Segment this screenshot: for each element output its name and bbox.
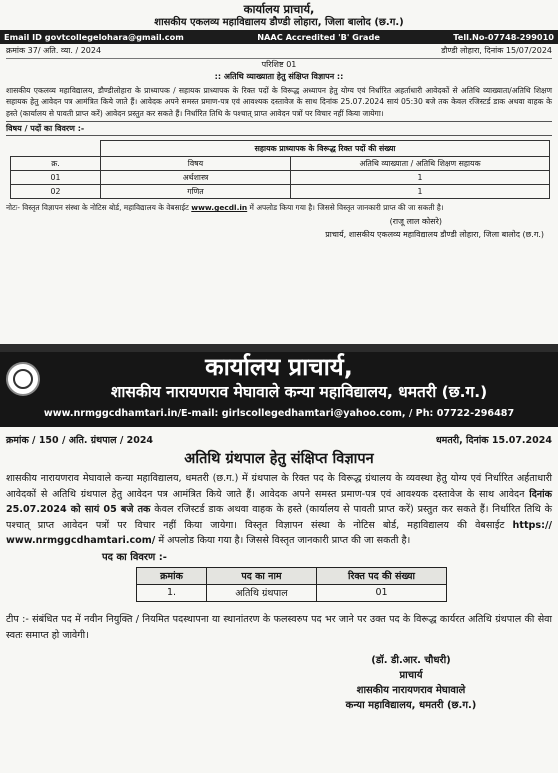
- notice2-body-part2: केवल रजिस्टर्ड डाक अथवा वाहक के हस्ते (कार्यालय से पावती प्राप्त करें) प्रस्तुत कर सकते हैं। निर्धारित तिथि के पश्चात् प्राप्त आवेदन पत्रों पर विचार नहीं किया जायेगा। विस्तृत विज्ञापन संस्था के नोटिस बोर्ड, महाविद्यालय की वेबसाईट: [6, 504, 552, 531]
- notice1-body: शासकीय एकलव्य महाविद्यालय, डौण्डीलोहारा के प्राध्यापक / सहायक प्राध्यापक के रिक्त पदों के विरूद्ध अध्यापन हेतु योग्य एवं निर्धारित अहर्ताधारी आवेदकों से अतिथि व्याख्याता/अतिथि शिक्षण सहायक हेतु आवेदन पत्र आमंत्रित किये जाते हैं। आवेदक अपने समस्त प्रमाण-पत्र एवं आवश्यक दस्तावेज के साथ दिनांक 25.07.2024 सायं 05:30 बजे तक केवल रजिस्टर्ड डाक अथवा वाहक के हस्ते (कार्यालय से पावती प्राप्त करें) आवेदन प्रस्तुत कर सकते हैं। निर्धारित तिथि के पश्चात् प्राप्त आवेदन पत्रों पर विचार नहीं किया जायेगा।: [6, 86, 552, 118]
- notice1-note-text: नोटः- विस्तृत विज्ञापन संस्था के नोटिस बोर्ड, महाविद्यालय के वेबसाईट: [6, 203, 189, 213]
- table-cell: 02: [11, 185, 101, 199]
- table-row: [11, 185, 550, 199]
- notice2-deadline: दिनांक 25.07.2024 को सायं 05 बजे तक: [6, 488, 552, 516]
- notice1-phone: Tell.No-07748-299010: [453, 32, 554, 42]
- table-cell: अतिथि ग्रंथपाल: [207, 584, 317, 601]
- notice2-office-name: शासकीय नारायणराव मेघावाले कन्या महाविद्यालय, धमतरी (छ.ग.): [110, 383, 488, 401]
- notice1-vacancy-table: [10, 140, 550, 199]
- notice2-reference-line: [6, 433, 552, 449]
- notice1-subject-label: विषय / पदों का विवरण :-: [6, 121, 552, 136]
- table-cell: अर्थशास्त्र: [101, 171, 291, 185]
- notice1-heading: :: अतिथि व्याख्याता हेतु संक्षिप्त विज्ञापन ::: [214, 72, 344, 81]
- table-header: अतिथि व्याख्याता / अतिथि शिक्षण सहायक: [291, 157, 550, 171]
- notice2-ref-no: क्रमांक / 150 / अति. ग्रंथपाल / 2024: [6, 435, 154, 446]
- notice1-signatory-title: प्राचार्य, शासकीय एकलव्य महाविद्यालय डौण्डी लोहारा, जिला बालोद (छ.ग.): [325, 230, 544, 240]
- notice1-signatory-name: (राजू लाल कोसरे): [389, 217, 442, 227]
- notice1-naac: NAAC Accredited 'B' Grade: [257, 32, 380, 42]
- table-header: क्र.: [11, 157, 101, 171]
- table-header: पद का नाम: [207, 567, 317, 584]
- table-header: विषय: [101, 157, 291, 171]
- notice2-title: कार्यालय प्राचार्य,: [205, 353, 353, 381]
- notice-divider: [0, 344, 558, 352]
- notice2-body-part3: में अपलोड किया गया है। जिससे विस्तृत जानकारी प्राप्त की जा सकती है।: [158, 535, 411, 547]
- notice-ekalavya-college: [0, 0, 558, 344]
- notice2-header: [0, 352, 558, 427]
- notice1-website-link[interactable]: www.gecdl.in: [191, 203, 248, 213]
- table-cell: गणित: [101, 185, 291, 199]
- table-header: क्रमांक: [137, 567, 207, 584]
- notice-girls-college-dhamtari: [0, 352, 558, 773]
- notice2-heading: अतिथि ग्रंथपाल हेतु संक्षिप्त विज्ञापन: [184, 451, 374, 467]
- table-cell: 1: [291, 185, 550, 199]
- notice2-signatory-org2: कन्या महाविद्यालय, धमतरी (छ.ग.): [345, 700, 477, 712]
- notice2-tip: टीप :- संबंधित पद में नवीन नियुक्ति / नियमित पदस्थापना या स्थानांतरण के फलस्वरुप पद भर जाने पर उक्त पद के विरूद्ध कार्यरत अतिथि ग्रंथपाल की सेवा स्वतः समाप्त हो जावेगी।: [6, 613, 552, 641]
- table-cell: 01: [317, 584, 447, 601]
- notice1-ref-no: क्रमांक 37/ अति. व्या. / 2024: [6, 46, 102, 55]
- table-cell: 01: [11, 171, 101, 185]
- notice1-note-text2: में अपलोड किया गया है। जिससे विस्तृत जानकारी प्राप्त की जा सकती है।: [249, 203, 444, 213]
- table-header: रिक्त पद की संख्या: [317, 567, 447, 584]
- notice1-email: Email ID govtcollegelohara@gmail.com: [4, 32, 184, 42]
- notice1-contact-band: [0, 30, 558, 44]
- notice2-contact-line: www.nrmggcdhamtari.in/E-mail: girlscollegedhamtari@yahoo.com, / Ph: 07722-296487: [43, 408, 515, 419]
- notice2-post-label: पद का विवरण :-: [102, 551, 167, 563]
- table-cell: 1.: [137, 584, 207, 601]
- notice1-office-name: शासकीय एकलव्य महाविद्यालय डौण्डी लोहारा, जिला बालोद (छ.ग.): [154, 17, 404, 28]
- notice1-reference-line: [6, 44, 552, 59]
- notice2-body-part1: शासकीय नारायणराव मेघावाले कन्या महाविद्यालय, धमतरी (छ.ग.) में ग्रंथपाल के रिक्त पद के विरूद्ध ग्रंथालय के व्यवस्था हेतु योग्य एवं निर्धारित अर्हताधारी आवेदकों से अतिथि ग्रंथपाल हेतु आवेदन पत्र आमंत्रित किये जाते हैं। आवेदक अपने समस्त प्रमाण-पत्र एवं आवश्यक दस्तावेज के साथ आवेदन: [6, 473, 552, 500]
- notice2-website-link[interactable]: https:// www.nrmggcdhamtari.com/: [6, 519, 552, 547]
- notice1-table-caption: सहायक प्राध्यापक के विरूद्ध रिक्त पदों की संख्या: [101, 141, 550, 157]
- notice1-ref-date: डौण्डी लोहारा, दिनांक 15/07/2024: [441, 46, 552, 55]
- notice1-note: [6, 202, 552, 213]
- notice1-annexure: परिशिष्ट 01: [261, 60, 297, 69]
- notice1-title: कार्यालय प्राचार्य,: [243, 2, 315, 16]
- notice2-signatory-title: प्राचार्य: [399, 670, 423, 682]
- notice2-signatory-name: (डॉ. डी.आर. चौधरी): [371, 655, 451, 667]
- notice2-signatory-org1: शासकीय नारायणराव मेघावाले: [356, 685, 466, 697]
- notice2-signature-block: [306, 653, 516, 713]
- table-row: [11, 171, 550, 185]
- table-row: [137, 584, 447, 601]
- table-cell: 1: [291, 171, 550, 185]
- notice2-post-table: [136, 567, 447, 602]
- notice2-ref-date: धमतरी, दिनांक 15.07.2024: [435, 435, 552, 446]
- notice2-body: [6, 471, 552, 549]
